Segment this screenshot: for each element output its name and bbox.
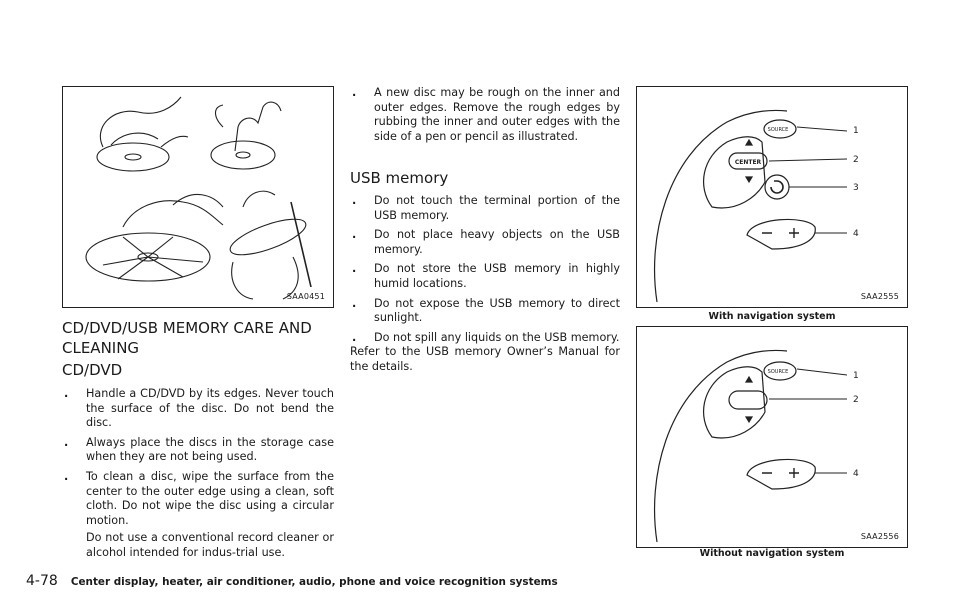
figure-code: SAA2556 — [860, 532, 899, 541]
figure-code: SAA0451 — [286, 292, 325, 301]
disc-handling-figure — [62, 86, 334, 308]
cddvd-bullet-list — [62, 387, 334, 561]
list-item: . Always place the discs in the storage case when they are not being used. — [64, 435, 334, 464]
callout-4: 4 — [853, 229, 859, 239]
list-item: . A new disc may be rough on the inner and outer edges. Remove the rough edges by rubbing the inner and outer edges with the side of a pen or pencil as illustrated. — [352, 86, 620, 143]
callout-1: 1 — [853, 371, 859, 381]
usb-manual-reference: Refer to the USB memory Owner’s Manual for the details. — [350, 345, 620, 373]
steering-switch-figure-nav — [636, 86, 908, 308]
list-item: . Handle a CD/DVD by its edges. Never touch the surface of the disc. Do not bend the disc. — [64, 387, 334, 430]
list-item: . Do not spill any liquids on the USB memory. — [352, 330, 620, 344]
figure-code: SAA2555 — [860, 292, 899, 301]
list-item: . Do not place heavy objects on the USB memory. — [352, 228, 620, 256]
svg-text:SOURCE: SOURCE — [767, 127, 789, 133]
disc-handling-illustration — [63, 87, 333, 307]
center-button-label: CENTER — [734, 159, 762, 166]
disc-bullet-list-continued — [350, 86, 620, 149]
chapter-title: Center display, heater, air conditioner, audio, phone and voice recognition systems — [70, 576, 558, 588]
list-item: . Do not store the USB memory in highly humid locations. — [352, 262, 620, 290]
usb-bullet-list — [350, 194, 620, 350]
callout-3: 3 — [853, 183, 859, 193]
figure-caption-nav: With navigation system — [708, 311, 836, 322]
callout-4: 4 — [853, 469, 859, 479]
subsection-heading-usb: USB memory — [350, 169, 449, 187]
callout-2: 2 — [853, 155, 859, 165]
callout-2: 2 — [853, 395, 859, 405]
steering-switch-illustration-nav — [637, 87, 907, 307]
list-item: . To clean a disc, wipe the surface from the center to the outer edge using a clean, soft cloth. Do not wipe the disc using a circular motion. — [64, 469, 334, 527]
list-item: . Do not touch the terminal portion of the USB memory. — [352, 194, 620, 222]
list-item: . Do not expose the USB memory to direct sunlight. — [352, 296, 620, 325]
steering-switch-illustration-no-nav — [637, 327, 907, 547]
page-footer — [26, 570, 558, 589]
steering-switch-figure-no-nav — [636, 326, 908, 548]
section-heading: CD/DVD/USB MEMORY CARE AND CLEANING — [62, 319, 312, 357]
callout-1: 1 — [853, 126, 859, 136]
svg-text:SOURCE: SOURCE — [767, 369, 789, 375]
page-number: 4-78 — [26, 573, 58, 589]
figure-caption-no-nav: Without navigation system — [699, 548, 845, 559]
cddvd-note: Do not use a conventional record cleaner or alcohol intended for indus-trial use. — [86, 531, 334, 559]
subsection-heading-cddvd: CD/DVD — [62, 361, 123, 379]
